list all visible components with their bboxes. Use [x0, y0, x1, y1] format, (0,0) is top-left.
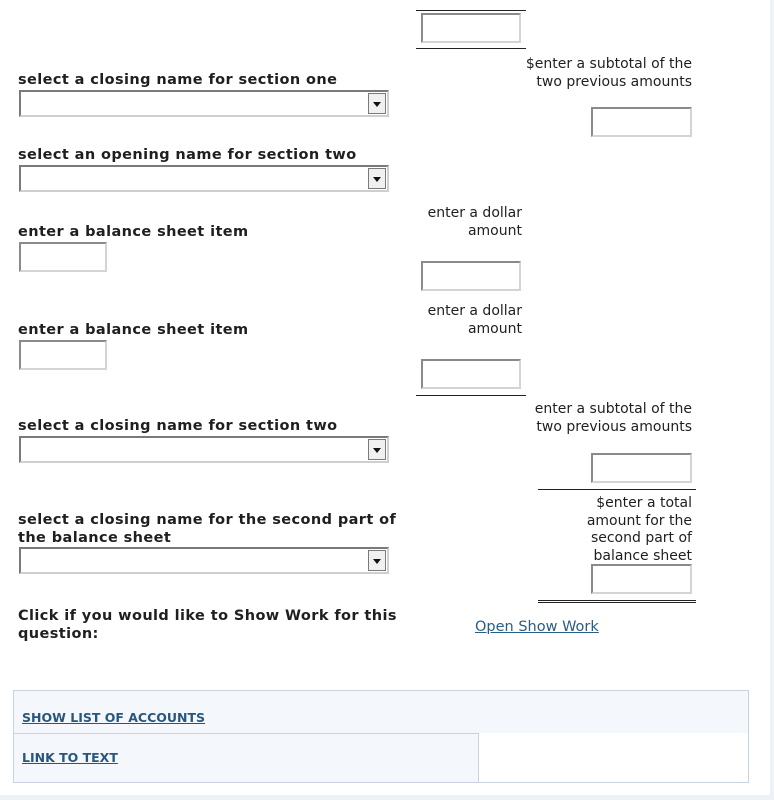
- text-link-cell: [14, 733, 479, 782]
- show-list-of-accounts-link[interactable]: SHOW LIST OF ACCOUNTS: [22, 710, 206, 725]
- empty-cell: [479, 733, 748, 782]
- total-double-rule: [538, 600, 696, 603]
- accounts-row: [14, 691, 748, 734]
- resources-panel: [13, 690, 749, 783]
- item-one-amount-input[interactable]: [421, 261, 521, 291]
- total-second-part-hint: $enter a total amount for the second part of balance sheet: [586, 495, 692, 564]
- opening-section-two-select[interactable]: [19, 165, 389, 192]
- chevron-down-icon[interactable]: [368, 550, 386, 571]
- item-one-input[interactable]: [19, 242, 107, 272]
- item-two-amount-hint: enter a dollar amount: [427, 303, 522, 337]
- item-two-input[interactable]: [19, 340, 107, 370]
- subtotal-one-hint: $enter a subtotal of the two previous amounts: [525, 56, 692, 90]
- item-rule: [416, 395, 526, 396]
- opening-section-two-label: select an opening name for section two: [18, 147, 357, 163]
- show-work-prompt: Click if you would like to Show Work for this question:: [18, 608, 397, 642]
- closing-section-two-select[interactable]: [19, 436, 389, 463]
- closing-section-two-label: select a closing name for section two: [18, 418, 338, 434]
- subtotal-rule: [538, 489, 696, 490]
- chevron-down-icon[interactable]: [368, 168, 386, 189]
- subtotal-two-hint: enter a subtotal of the two previous amounts: [534, 401, 692, 435]
- closing-section-one-select[interactable]: [19, 90, 389, 117]
- subtotal-two-input[interactable]: [591, 453, 692, 483]
- item-one-label: enter a balance sheet item: [18, 224, 249, 240]
- section-rule: [416, 48, 526, 49]
- item-one-amount-hint: enter a dollar amount: [427, 205, 522, 239]
- open-show-work-link[interactable]: Open Show Work: [475, 619, 599, 635]
- closing-second-part-select[interactable]: [19, 547, 389, 574]
- closing-section-one-label: select a closing name for section one: [18, 72, 338, 88]
- subtotal-one-input[interactable]: [591, 107, 692, 137]
- link-to-text[interactable]: LINK TO TEXT: [22, 750, 118, 765]
- chevron-down-icon[interactable]: [368, 439, 386, 460]
- closing-second-part-label: select a closing name for the second part of the balance sheet: [18, 512, 397, 546]
- chevron-down-icon[interactable]: [368, 93, 386, 114]
- top-rule: [416, 10, 526, 11]
- item-two-amount-input[interactable]: [421, 359, 521, 389]
- top-amount-input[interactable]: [421, 13, 521, 43]
- item-two-label: enter a balance sheet item: [18, 322, 249, 338]
- total-second-part-input[interactable]: [591, 564, 692, 594]
